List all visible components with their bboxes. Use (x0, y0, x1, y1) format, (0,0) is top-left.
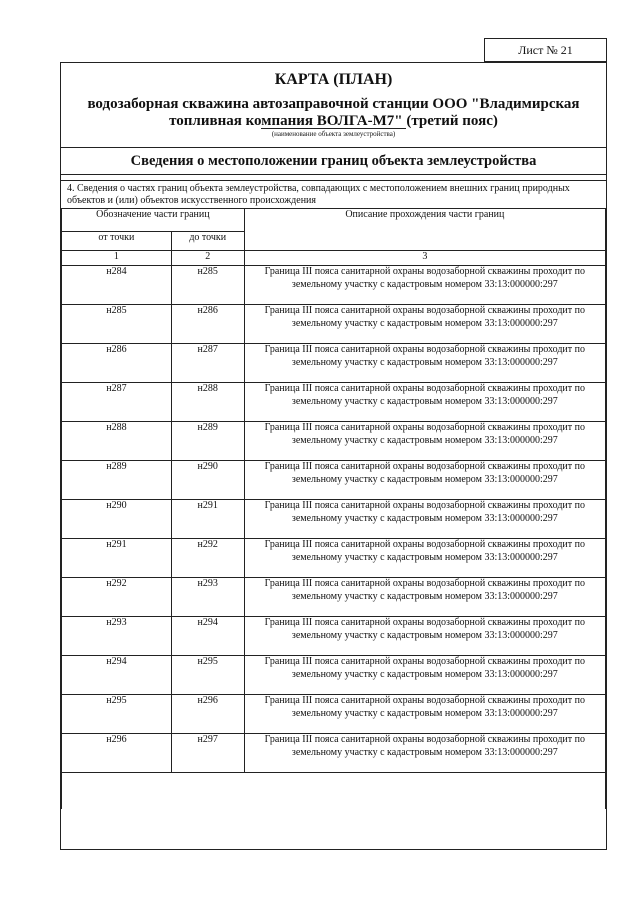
table-row (62, 422, 606, 461)
to-point-cell: н285 (171, 266, 244, 305)
from-point-cell: н286 (62, 344, 172, 383)
table-row (62, 383, 606, 422)
to-point-cell: н296 (171, 695, 244, 734)
description-cell: Граница III пояса санитарной охраны водозаборной скважины проходит по земельному участку с кадастровым номером 33:13:000000:297 (244, 344, 605, 383)
column-number: 3 (244, 251, 605, 266)
from-point-cell: н293 (62, 617, 172, 656)
header-description: Описание прохождения части границ (244, 209, 605, 251)
to-point-cell: н294 (171, 617, 244, 656)
to-point-cell: н288 (171, 383, 244, 422)
empty-row (62, 773, 606, 810)
section-divider (61, 175, 606, 181)
header-boundary-designation: Обозначение части границ (62, 209, 245, 232)
to-point-cell: н290 (171, 461, 244, 500)
table-body (62, 266, 606, 810)
object-name: водозаборная скважина автозаправочной станции ООО "Владимирская топливная компания ВОЛГА-М7" (третий пояс) (87, 96, 580, 129)
from-point-cell: н291 (62, 539, 172, 578)
to-point-cell: н291 (171, 500, 244, 539)
from-point-cell: н292 (62, 578, 172, 617)
description-cell: Граница III пояса санитарной охраны водозаборной скважины проходит по земельному участку с кадастровым номером 33:13:000000:297 (244, 539, 605, 578)
to-point-cell: н292 (171, 539, 244, 578)
header-from-point: от точки (62, 232, 172, 251)
column-number: 2 (171, 251, 244, 266)
description-cell: Граница III пояса санитарной охраны водозаборной скважины проходит по земельному участку с кадастровым номером 33:13:000000:297 (244, 500, 605, 539)
from-point-cell: н289 (62, 461, 172, 500)
table-row (62, 656, 606, 695)
to-point-cell: н297 (171, 734, 244, 773)
column-number: 1 (62, 251, 172, 266)
from-point-cell: н296 (62, 734, 172, 773)
description-cell: Граница III пояса санитарной охраны водозаборной скважины проходит по земельному участку с кадастровым номером 33:13:000000:297 (244, 578, 605, 617)
table-row (62, 539, 606, 578)
table-row (62, 734, 606, 773)
from-point-cell: н284 (62, 266, 172, 305)
to-point-cell: н287 (171, 344, 244, 383)
from-point-cell: н287 (62, 383, 172, 422)
sheet-number-label: Лист № 21 (518, 42, 573, 57)
from-point-cell: н295 (62, 695, 172, 734)
boundary-table (61, 208, 606, 809)
page-title: КАРТА (ПЛАН) (274, 71, 393, 88)
from-point-cell: н290 (62, 500, 172, 539)
object-name-caption: (наименование объекта землеустройства) (261, 128, 406, 138)
to-point-cell: н286 (171, 305, 244, 344)
table-row (62, 344, 606, 383)
to-point-cell: н293 (171, 578, 244, 617)
to-point-cell: н295 (171, 656, 244, 695)
description-cell: Граница III пояса санитарной охраны водозаборной скважины проходит по земельному участку с кадастровым номером 33:13:000000:297 (244, 734, 605, 773)
description-cell: Граница III пояса санитарной охраны водозаборной скважины проходит по земельному участку с кадастровым номером 33:13:000000:297 (244, 266, 605, 305)
description-cell: Граница III пояса санитарной охраны водозаборной скважины проходит по земельному участку с кадастровым номером 33:13:000000:297 (244, 383, 605, 422)
description-cell: Граница III пояса санитарной охраны водозаборной скважины проходит по земельному участку с кадастровым номером 33:13:000000:297 (244, 695, 605, 734)
intro-text: 4. Сведения о частях границ объекта землеустройства, совпадающих с местоположением внешних границ природных объектов и (или) объектов искусственного происхождения (67, 183, 570, 206)
document-frame (60, 62, 607, 850)
description-cell: Граница III пояса санитарной охраны водозаборной скважины проходит по земельному участку с кадастровым номером 33:13:000000:297 (244, 656, 605, 695)
title-block (61, 63, 606, 148)
table-row (62, 617, 606, 656)
table-row (62, 305, 606, 344)
from-point-cell: н294 (62, 656, 172, 695)
from-point-cell: н288 (62, 422, 172, 461)
from-point-cell: н285 (62, 305, 172, 344)
description-cell: Граница III пояса санитарной охраны водозаборной скважины проходит по земельному участку с кадастровым номером 33:13:000000:297 (244, 461, 605, 500)
description-cell: Граница III пояса санитарной охраны водозаборной скважины проходит по земельному участку с кадастровым номером 33:13:000000:297 (244, 305, 605, 344)
to-point-cell: н289 (171, 422, 244, 461)
description-cell: Граница III пояса санитарной охраны водозаборной скважины проходит по земельному участку с кадастровым номером 33:13:000000:297 (244, 422, 605, 461)
section-title: Сведения о местоположении границ объекта землеустройства (61, 147, 606, 175)
description-cell: Граница III пояса санитарной охраны водозаборной скважины проходит по земельному участку с кадастровым номером 33:13:000000:297 (244, 617, 605, 656)
table-row (62, 695, 606, 734)
table-row (62, 461, 606, 500)
sheet-number (484, 38, 607, 62)
header-to-point: до точки (171, 232, 244, 251)
empty-cell (62, 773, 606, 810)
table-row (62, 578, 606, 617)
table-row (62, 266, 606, 305)
table-row (62, 500, 606, 539)
